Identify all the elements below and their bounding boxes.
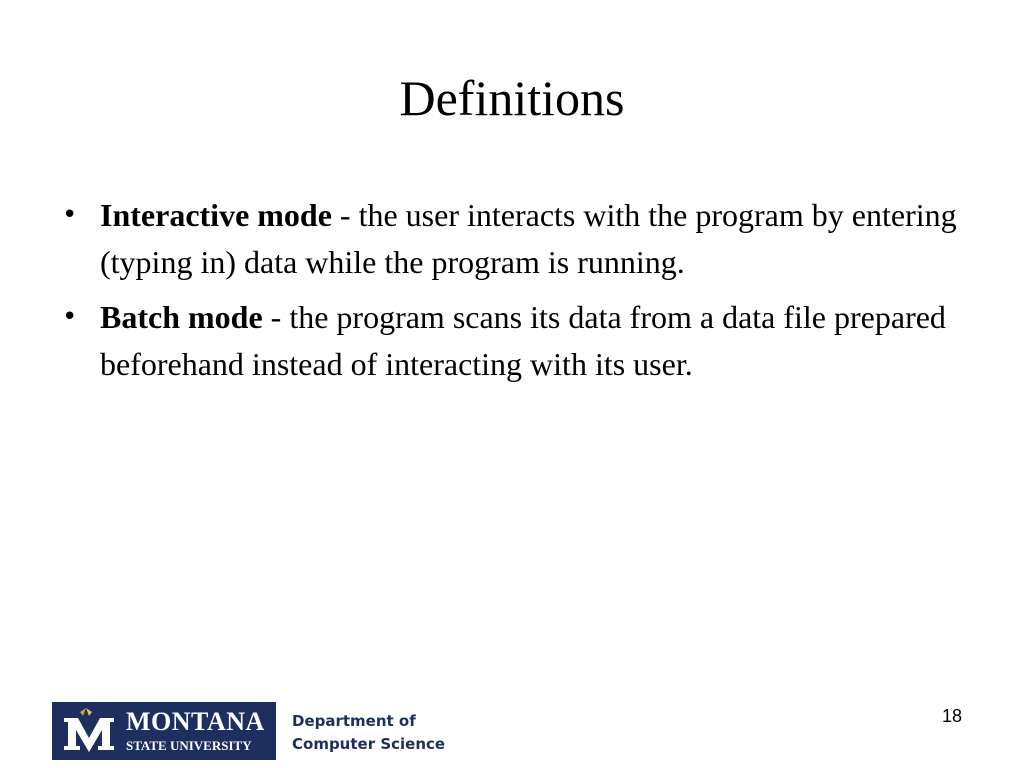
logo-title: MONTANA: [126, 707, 265, 736]
slide-title: Definitions: [399, 70, 625, 126]
bullet-list: [62, 192, 962, 396]
department-label: [292, 710, 445, 756]
bullet-term: Interactive mode: [100, 197, 332, 233]
bullet-text: - the program scans its data from a data file prepared beforehand instead of interacting with its user.: [100, 299, 946, 382]
bullet-item: [62, 192, 962, 286]
department-line-1: Department of: [292, 712, 416, 730]
department-line-2: Computer Science: [292, 735, 446, 753]
montana-m-icon: [56, 706, 122, 756]
bullet-icon: •: [62, 302, 78, 332]
logo-subtitle: STATE UNIVERSITY: [126, 738, 252, 753]
bullet-term: Batch mode: [100, 299, 263, 335]
university-logo: [52, 702, 276, 760]
bullet-text: - the user interacts with the program by entering (typing in) data while the program is running.: [100, 197, 957, 280]
bullet-icon: •: [62, 200, 78, 230]
page-number: 18: [941, 706, 962, 726]
bullet-item: [62, 294, 962, 388]
